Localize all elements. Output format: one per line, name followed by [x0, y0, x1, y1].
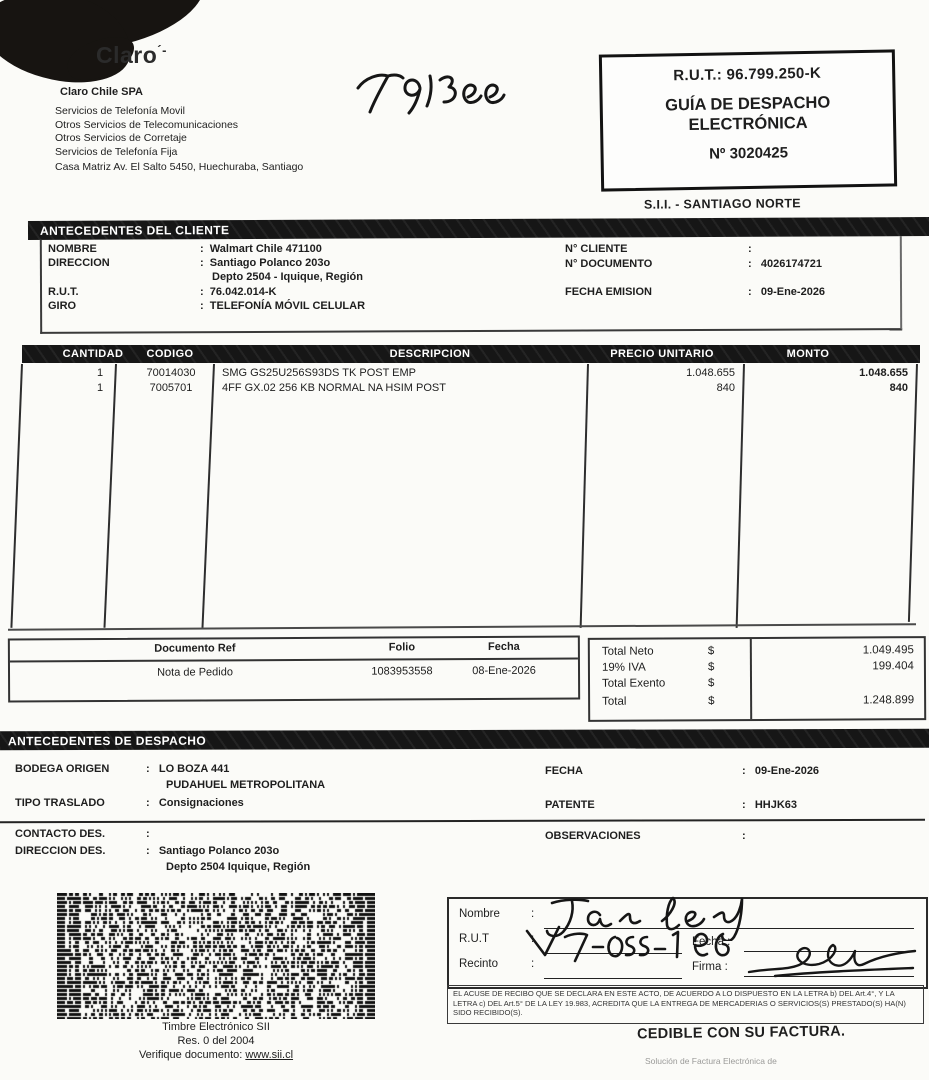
references-table [8, 636, 580, 703]
nombre-sig-label: Nombre [459, 908, 500, 920]
patente-value: : HHJK63 [742, 799, 798, 811]
tipo-traslado-label: TIPO TRASLADO [15, 797, 105, 809]
item-codigo: 70014030 [146, 367, 196, 379]
nombre-value: : Walmart Chile 471100 [200, 243, 322, 255]
receipt-box: Nombre : R.U.T : Fecha : Recinto : Firma : [447, 897, 928, 989]
item-monto: 840 [889, 382, 908, 394]
totals-divider [750, 639, 752, 719]
items-table-header [22, 345, 920, 363]
patente-label: PATENTE [545, 799, 595, 811]
table-border [908, 364, 918, 622]
item-descripcion: 4FF GX.02 256 KB NORMAL NA HSIM POST [222, 382, 446, 394]
n-documento-value: : 4026174721 [748, 258, 823, 270]
total-row: 19% IVA $ 199.404 [601, 660, 914, 674]
rut-sig-label: R.U.T [459, 933, 490, 945]
claro-logo [96, 42, 167, 69]
fecha-emision-label: FECHA EMISION [565, 286, 652, 298]
recinto-label: Recinto [459, 958, 498, 970]
fecha-despacho-value: : 09-Ene-2026 [742, 765, 820, 777]
claro-logo-mark: ´- [157, 42, 167, 58]
ref-documento: Nota de Pedido [157, 666, 233, 679]
contacto-label: CONTACTO DES. [15, 828, 106, 840]
sii-url: www.sii.cl [245, 1049, 294, 1061]
document-number: Nº 3020425 [708, 144, 789, 163]
direccion-value-2: Depto 2504 - Iquique, Región [212, 271, 363, 283]
contacto-colon: : [146, 828, 150, 840]
document-type: GUÍA DE DESPACHO ELECTRÓNICA [665, 93, 831, 135]
company-line: Casa Matriz Av. El Salto 5450, Huechuraba, Santiago [55, 161, 304, 173]
document-id-box [599, 49, 897, 191]
company-line: Servicios de Telefonía Fija [55, 145, 178, 158]
col-cantidad: CANTIDAD [62, 347, 124, 360]
issuer-rut: R.U.T.: 96.799.250-K [673, 64, 822, 85]
handwritten-note [352, 52, 517, 120]
company-line: Otros Servicios de Telecomunicaciones [55, 118, 239, 131]
giro-value: : TELEFONÍA MÓVIL CELULAR [200, 300, 366, 312]
fecha-sig-label: Fecha : [692, 936, 731, 948]
col-codigo: CODIGO [146, 347, 194, 360]
legal-text: EL ACUSE DE RECIBO QUE SE DECLARA EN ESTE ACTO, DE ACUERDO A LO DISPUESTO EN LA LETRA b) DEL Art.4°, Y LA LETRA c) DEL Art.5° DE LA LEY 19.983, ACREDITA QUE LA ENTREGA DE MERCADERIAS O SERVICIOS(S) PRESTADO(S) HA(N) SIDO RECIBIDO(S). [447, 985, 924, 1024]
timbre-line-2: Res. 0 del 2004 [177, 1035, 255, 1047]
cedible-note: CEDIBLE CON SU FACTURA. [636, 1023, 846, 1043]
observaciones-label: OBSERVACIONES [545, 830, 641, 842]
direccion-des-label: DIRECCION DES. [15, 845, 106, 857]
client-section-title: ANTECEDENTES DEL CLIENTE [39, 222, 230, 238]
claro-logo-text: Claro [96, 42, 158, 68]
ref-folio: 1083953558 [371, 665, 433, 678]
dispatch-section-bar [0, 729, 929, 750]
dispatch-divider [0, 819, 925, 823]
table-divider [736, 364, 745, 628]
table-divider [201, 364, 214, 628]
direccion-label: DIRECCION [48, 257, 110, 269]
direccion-des-value: : Santiago Polanco 203o [146, 845, 280, 857]
n-cliente-label: N° CLIENTE [565, 243, 628, 255]
firma-label: Firma : [692, 961, 728, 973]
fecha-emision-value: : 09-Ene-2026 [748, 286, 826, 298]
rut-value: : 76.042.014-K [200, 286, 277, 298]
ref-col-fecha: Fecha [487, 640, 520, 653]
item-descripcion: SMG GS25U256S93DS TK POST EMP [222, 367, 417, 379]
timbre-line-3: Verifique documento: www.sii.cl [138, 1049, 294, 1061]
company-line: Otros Servicios de Corretaje [55, 132, 187, 144]
nombre-label: NOMBRE [48, 243, 97, 255]
dispatch-section-title: ANTECEDENTES DE DESPACHO [7, 733, 207, 748]
item-cantidad: 1 [96, 367, 104, 379]
sii-barcode [57, 893, 375, 1019]
totals-box [588, 636, 926, 722]
total-row: Total Neto $ 1.049.495 [601, 644, 914, 658]
giro-label: GIRO [48, 300, 77, 312]
table-border [10, 364, 22, 628]
item-cantidad: 1 [96, 382, 104, 394]
sii-office: S.I.I. - SANTIAGO NORTE [643, 196, 801, 212]
tipo-traslado-value: : Consignaciones [146, 797, 244, 809]
table-divider [580, 364, 589, 628]
ref-col-documento: Documento Ref [154, 642, 236, 655]
provider-note: Solución de Factura Electrónica de [645, 1056, 777, 1066]
item-codigo: 7005701 [149, 382, 193, 394]
ref-col-folio: Folio [388, 641, 416, 654]
direccion-value: : Santiago Polanco 203o [200, 257, 331, 269]
item-precio: 1.048.655 [686, 367, 735, 379]
timbre-line-1: Timbre Electrónico SII [162, 1021, 270, 1033]
company-activity-lines [55, 105, 303, 175]
rut-label: R.U.T. [48, 286, 79, 298]
item-monto: 1.048.655 [859, 367, 908, 379]
handwritten-rut [525, 925, 735, 967]
fecha-despacho-label: FECHA [545, 765, 583, 777]
col-precio-unitario: PRECIO UNITARIO [610, 347, 714, 360]
ref-fecha: 08-Ene-2026 [472, 664, 536, 678]
total-row: Total Exento $ [601, 677, 715, 690]
company-line: Servicios de Telefonía Movil [55, 105, 185, 117]
handwritten-signature [745, 938, 920, 980]
direccion-des-value-2: Depto 2504 Iquique, Región [166, 861, 311, 873]
table-divider [103, 364, 116, 628]
col-descripcion: DESCRIPCION [389, 347, 471, 360]
bodega-label: BODEGA ORIGEN [15, 763, 110, 775]
company-name: Claro Chile SPA [60, 86, 143, 98]
ref-header-divider [10, 658, 578, 663]
client-box [40, 236, 902, 334]
total-row: Total $ 1.248.899 [602, 694, 915, 708]
bodega-value-2: PUDAHUEL METROPOLITANA [166, 779, 326, 791]
n-documento-label: N° DOCUMENTO [565, 258, 653, 270]
bodega-value: : LO BOZA 441 [146, 763, 230, 775]
n-cliente-colon: : [748, 243, 752, 255]
col-monto: MONTO [786, 347, 830, 360]
observaciones-colon: : [742, 830, 746, 842]
table-bottom-border [8, 623, 916, 630]
item-precio: 840 [716, 382, 735, 394]
